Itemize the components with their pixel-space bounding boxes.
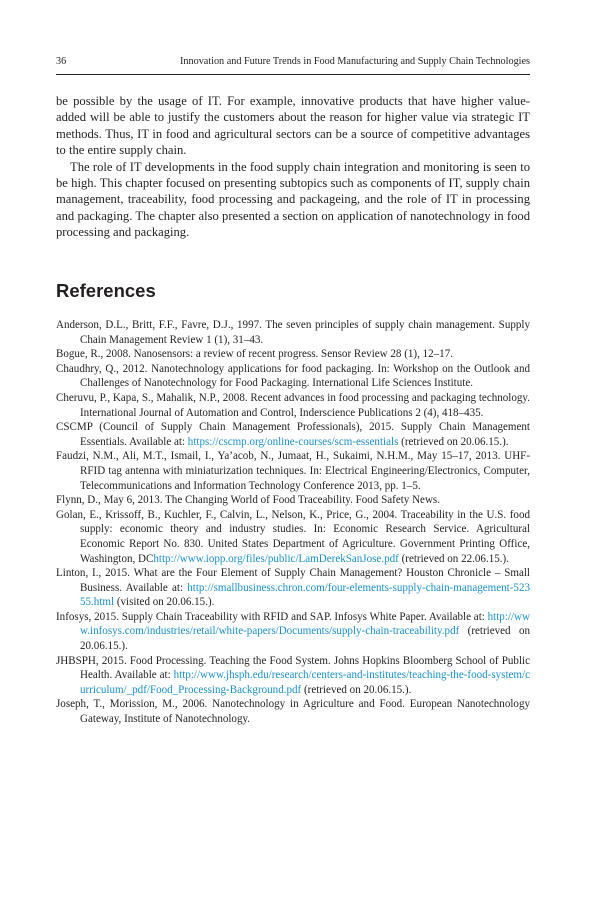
body-paragraph-2: The role of IT developments in the food supply chain integration and monitoring is seen to be high. This chapter focused on presenting subtopics such as components of IT, supply chain management, traceability, food processing and packageing, and the role of IT in processing and packaging. The chapter also presented a section on application of nanotechnology in food processing and packaging.: [56, 159, 530, 240]
reference-link[interactable]: http://www.iopp.org/files/public/LamDerekSanJose.pdf: [153, 552, 399, 565]
reference-linton: Linton, I., 2015. What are the Four Element of Supply Chain Management? Houston Chronicle – Small Business. Available at: http://smallbusiness.chron.com/four-elements-supply-chain-management-52355.html (visited on 20.06.15.).: [56, 567, 530, 609]
body-paragraph-1: be possible by the usage of IT. For example, innovative products that have higher value-added will be able to justify the customers about the reason for higher value via strategic IT methods. Thus, IT in food and agricultural sectors can be a source of competitive advantages to the entire supply chain.: [56, 94, 530, 158]
body-text: [56, 93, 530, 241]
reference-jhbsph: JHBSPH, 2015. Food Processing. Teaching the Food System. Johns Hopkins Bloomberg School of Public Health. Available at: http://www.jhsph.edu/research/centers-and-institutes/teaching-the-food-system/curriculum/_pdf/Food_Processing-Background.pdf (retrieved on 20.06.15.).: [56, 654, 530, 696]
running-title: Innovation and Future Trends in Food Manufacturing and Supply Chain Technologies: [180, 56, 530, 67]
references-heading: References: [56, 280, 156, 301]
reference-infosys: Infosys, 2015. Supply Chain Traceability with RFID and SAP. Infosys White Paper. Available at: http://www.infosys.com/industries/retail/white-papers/Documents/supply-chain-traceability.pdf (retrieved on 20.06.15.).: [56, 610, 530, 653]
running-header: [56, 56, 530, 75]
reference-joseph: Joseph, T., Morission, M., 2006. Nanotechnology in Agriculture and Food. European Nanotechnology Gateway, Institute of Nanotechnology.: [56, 698, 530, 726]
reference-cscmp: CSCMP (Council of Supply Chain Management Professionals), 2015. Supply Chain Management Essentials. Available at: https://cscmp.org/online-courses/scm-essentials (retrieved on 20.06.15.).: [56, 421, 530, 448]
reference-flynn: Flynn, D., May 6, 2013. The Changing World of Food Traceability. Food Safety News.: [56, 494, 440, 507]
reference-anderson: Anderson, D.L., Britt, F.F., Favre, D.J., 1997. The seven principles of supply chain management. Supply Chain Management Review 1 (1), 31–43.: [56, 319, 530, 346]
reference-list: [56, 318, 530, 727]
reference-link[interactable]: https://cscmp.org/online-courses/scm-essentials: [187, 435, 399, 448]
page-number: 36: [56, 56, 67, 67]
reference-link[interactable]: http://www.infosys.com/industries/retail/white-papers/Documents/supply-chain-traceability.pdf: [80, 610, 530, 638]
reference-chaudhry: Chaudhry, Q., 2012. Nanotechnology applications for food packaging. In: Workshop on the Outlook and Challenges of Nanotechnology for Food Packaging. International Life Sciences Institute.: [56, 362, 530, 390]
reference-faudzi: Faudzi, N.M., Ali, M.T., Ismail, I., Ya’acob, N., Jumaat, H., Sukaimi, N.H.M., May 15–17, 2013. UHF-RFID tag antenna with miniaturization techniques. In: Electrical Engineering/Electronics, Computer, Telecommunications and Information Technology Conference 2013, pp. 1–5.: [56, 450, 530, 492]
reference-cheruvu: Cheruvu, P., Kapa, S., Mahalik, N.P., 2008. Recent advances in food processing and packaging technology. International Journal of Automation and Control, Inderscience Publications 2 (4), 418–435.: [56, 391, 530, 419]
reference-link[interactable]: http://smallbusiness.chron.com/four-elements-supply-chain-management-52355.html: [80, 581, 530, 609]
reference-link[interactable]: http://www.jhsph.edu/research/centers-and-institutes/teaching-the-food-system/curriculum/_pdf/Food_Processing-Background.pdf: [80, 669, 530, 696]
reference-bogue: Bogue, R., 2008. Nanosensors: a review of recent progress. Sensor Review 28 (1), 12–17.: [56, 348, 453, 361]
reference-golan: Golan, E., Krissoff, B., Kuchler, F., Calvin, L., Nelson, K., Price, G., 2004. Traceability in the U.S. food supply: economic theory and industry studies. In: Economic Research Service. Agricultural Economic Report No. 830. United States Department of Agriculture. Government Printing Office, Washington, DChttp://www.iopp.org/files/public/LamDerekSanJose.pdf (retrieved on 22.06.15.).: [56, 508, 530, 565]
